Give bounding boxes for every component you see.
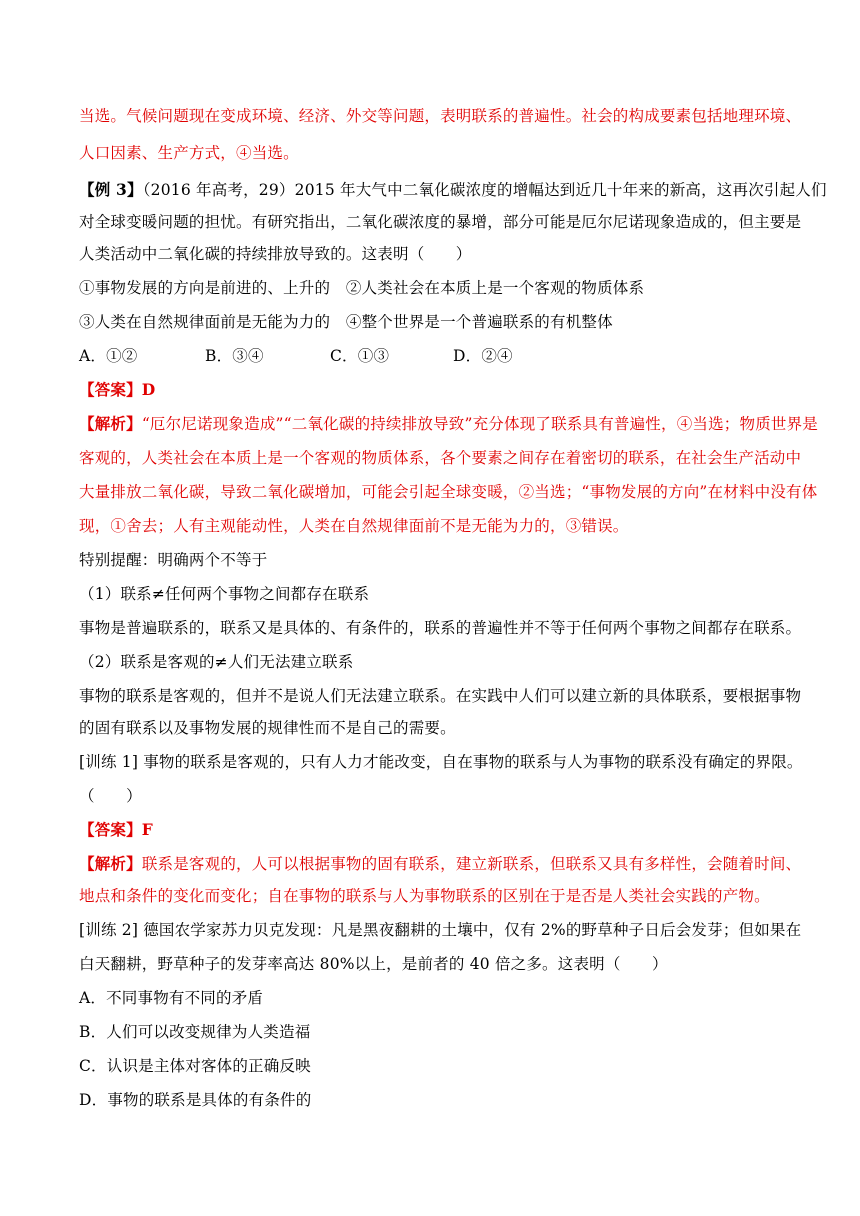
example3-stem-line-2: 对全球变暖问题的担忧。有研究指出，二氧化碳浓度的暴增，部分可能是厄尔尼诺现象造成的，但主要是 xyxy=(79,213,802,231)
train2-stem-line-2: 白天翻耕，野草种子的发芽率高达 80%以上，是前者的 40 倍之多。这表明（ ） xyxy=(79,955,668,973)
train2-option-c: C．认识是主体对客体的正确反映 xyxy=(79,1057,311,1075)
option-b: B．③④ xyxy=(205,347,264,365)
option-d: D．②④ xyxy=(453,347,513,365)
example3-options xyxy=(79,346,513,366)
reminder-item-1-body: 事物是普遍联系的，联系又是具体的、有条件的，联系的普遍性并不等于任何两个事物之间都存在联系。 xyxy=(79,619,802,637)
reminder-item-1-title: （1）联系≠任何两个事物之间都存在联系 xyxy=(79,585,370,603)
train1-analysis-line-2: 地点和条件的变化而变化；自在事物的联系与人为事物联系的区别在于是否是人类社会实践的产物。 xyxy=(79,887,770,905)
train1-stem-line-1: [训练 1] 事物的联系是客观的，只有人力才能改变，自在事物的联系与人为事物的联系没有确定的界限。 xyxy=(79,753,803,771)
reminder-title: 特别提醒：明确两个不等于 xyxy=(79,551,268,569)
intro-line-2: 人口因素、生产方式，④当选。 xyxy=(79,144,299,162)
example3-statement-1: ①事物发展的方向是前进的、上升的 ②人类社会在本质上是一个客观的物质体系 xyxy=(79,279,645,297)
example3-analysis-line-1 xyxy=(79,414,818,434)
example3-stem-line-1 xyxy=(79,180,827,200)
train1-analysis-text-1: 联系是客观的，人可以根据事物的固有联系，建立新联系，但联系又具有多样性，会随着时间、 xyxy=(141,855,802,873)
reminder-item-2-body-2: 的固有联系以及事物发展的规律性而不是自己的需要。 xyxy=(79,719,456,737)
train2-option-a: A．不同事物有不同的矛盾 xyxy=(79,989,264,1007)
example3-analysis-line-3: 大量排放二氧化碳，导致二氧化碳增加，可能会引起全球变暖，②当选；“事物发展的方向”在材料中没有体 xyxy=(79,483,818,501)
train2-stem-line-1: [训练 2] 德国农学家苏力贝克发现：凡是黑夜翻耕的土壤中，仅有 2%的野草种子日后会发芽；但如果在 xyxy=(79,921,802,939)
option-c: C．①③ xyxy=(330,347,390,365)
train1-analysis-tag: 【解析】 xyxy=(79,854,142,873)
train1-analysis-line-1 xyxy=(79,854,801,874)
example3-statement-2: ③人类在自然规律面前是无能为力的 ④整个世界是一个普遍联系的有机整体 xyxy=(79,313,613,331)
example3-stem-text-1: （2016 年高考，29）2015 年大气中二氧化碳浓度的增幅达到近几十年来的新高，这再次引起人们 xyxy=(142,181,827,199)
example3-analysis-tag: 【解析】 xyxy=(79,414,142,433)
reminder-item-2-title: （2）联系是客观的≠人们无法建立联系 xyxy=(79,653,354,671)
train2-option-d: D．事物的联系是具体的有条件的 xyxy=(79,1091,312,1109)
example3-tag: 【例 3】 xyxy=(79,180,143,199)
example3-analysis-text-1: “厄尔尼诺现象造成”“二氧化碳的持续排放导致”充分体现了联系具有普遍性，④当选；物质世界是 xyxy=(141,415,819,433)
intro-line-1: 当选。气候问题现在变成环境、经济、外交等问题，表明联系的普遍性。社会的构成要素包括地理环境、 xyxy=(79,107,802,125)
train1-stem-line-2: （ ） xyxy=(79,787,142,805)
reminder-item-2-body-1: 事物的联系是客观的，但并不是说人们无法建立联系。在实践中人们可以建立新的具体联系，要根据事物 xyxy=(79,687,802,705)
example3-stem-line-3: 人类活动中二氧化碳的持续排放导致的。这表明（ ） xyxy=(79,245,472,263)
option-a: A．①② xyxy=(79,347,138,365)
train2-option-b: B．人们可以改变规律为人类造福 xyxy=(79,1023,311,1041)
example3-analysis-line-4: 现，①舍去；人有主观能动性，人类在自然规律面前不是无能为力的，③错误。 xyxy=(79,517,629,535)
example3-analysis-line-2: 客观的，人类社会在本质上是一个客观的物质体系，各个要素之间存在着密切的联系，在社会生产活动中 xyxy=(79,449,802,467)
train1-answer: 【答案】F xyxy=(79,820,154,839)
example3-answer: 【答案】D xyxy=(79,380,156,399)
